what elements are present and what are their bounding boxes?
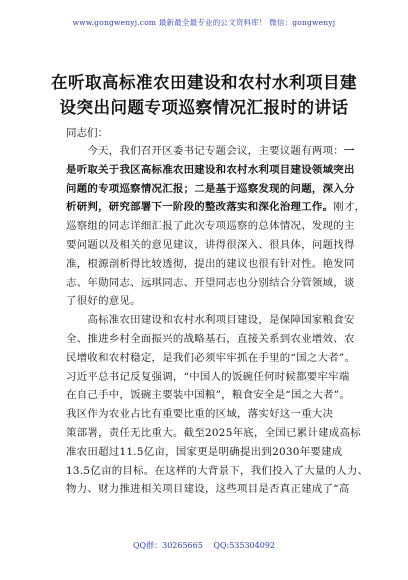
body-line: 我区作为农业占比有重要比重的区域，落实好这一重大决 (66, 408, 334, 421)
body-line: 13.5亿亩的目标。在这样的大背景下，我们投入了大量的人力、 (66, 464, 369, 477)
body-line: 了很好的意见。 (66, 295, 141, 308)
document-body (66, 142, 369, 499)
document-title (46, 70, 362, 120)
body-line: 高标准农田建设和农村水利项目建设，是保障国家粮食安 (66, 314, 355, 327)
body-line (66, 142, 356, 161)
body-line: 要问题以及相关的意见建议，讲得很深入、很具体，问题找得 (66, 238, 355, 251)
salutation: 同志们： (66, 127, 108, 139)
body-line (66, 198, 366, 217)
body-line: 策部署，责任无比重大。截至2025年底，全国已累计建成高标 (66, 426, 361, 439)
body-line: 问题的专项巡察情况汇报；二是基于巡察发现的问题，深入分 (66, 182, 355, 195)
body-line: 巡察组的同志详细汇报了此次专项巡察的总体情况、发现的主 (66, 220, 355, 233)
body-line-segment: 刚才， (333, 201, 366, 214)
body-line: 是听取关于我区高标准农田建设和农村水利项目建设领域突出 (66, 163, 355, 176)
body-line: 物力、财力推进相关项目建设，这些项目是否真正建成了“高 (66, 483, 350, 496)
body-line: 准农田超过11.5亿亩，国家更是明确提出到2030年要建成 (66, 445, 343, 458)
footer-qq-group: QQ群：30265665 (132, 541, 203, 550)
body-line: 在自己手中，饭碗主要装中国粮”，粮食安全是“国之大者”。 (66, 389, 351, 402)
body-line: 志、年勋同志、远琪同志、开望同志也分别结合分管领域，谈 (66, 276, 355, 289)
body-line-segment: 今天，我们召开区委书记专题会议，主要议题有两项： (66, 145, 344, 157)
title-line-1: 在听取高标准农田建设和农村水利项目建 (51, 73, 357, 92)
body-line: 全、推进乡村全面振兴的战略基石，直接关系到农业增效、农 (66, 332, 355, 345)
body-line-segment: 析研判，研究部署下一阶段的整改落实和深化治理工作。 (66, 201, 334, 214)
title-line-2: 设突出问题专项巡察情况汇报时的讲话 (59, 98, 349, 117)
body-line: 习近平总书记反复强调，“中国人的饭碗任何时候都要牢牢端 (66, 370, 350, 383)
footer (0, 540, 408, 551)
body-line: 准，根源剖析得比较透彻，提出的建议也很有针对性。艳发同 (66, 257, 355, 270)
site-header: www.gongwenyj.com 最新最全最专业的公文资料库！ 微信：gongwenyj (72, 18, 336, 27)
body-line-segment: 一 (343, 145, 355, 157)
footer-qq: QQ:535304092 (213, 541, 275, 550)
body-line: 民增收和农村稳定，是我们必须牢牢抓在手里的“国之大者”。 (66, 351, 356, 364)
